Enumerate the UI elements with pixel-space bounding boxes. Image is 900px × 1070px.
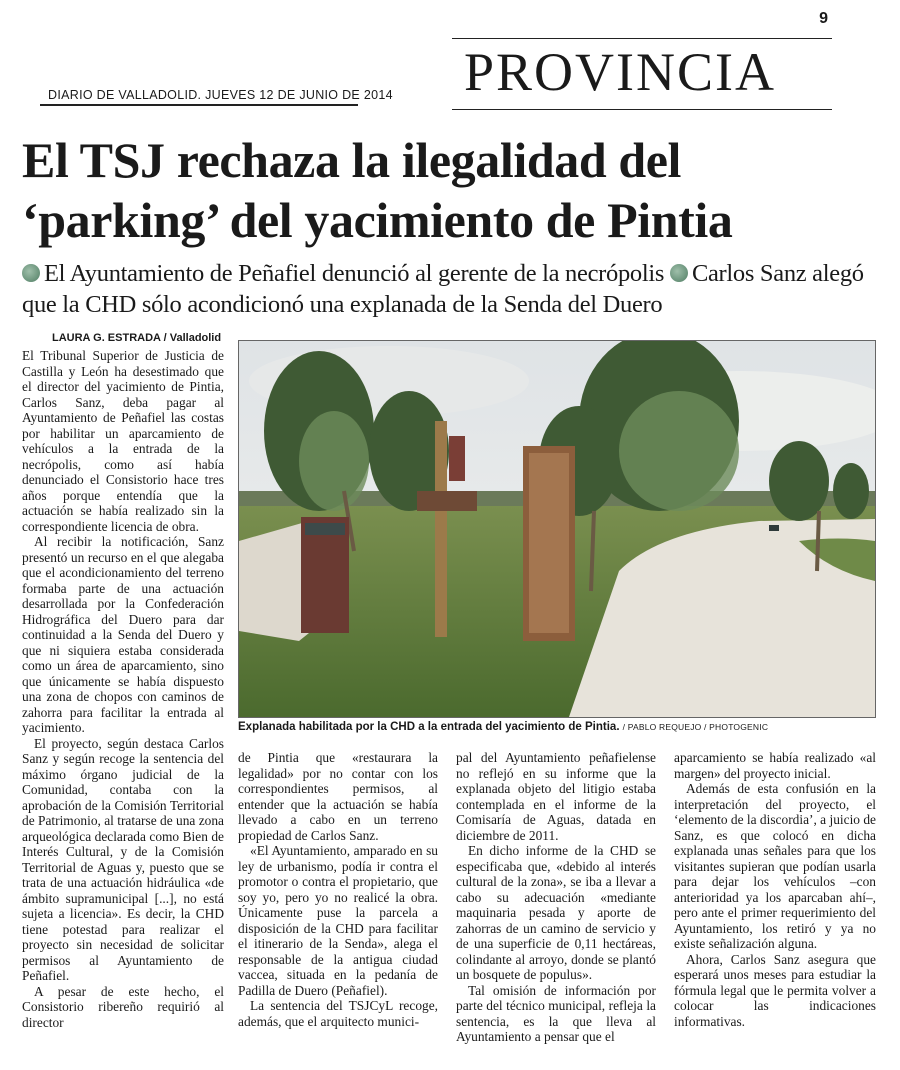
bullet-dot-icon [670,264,688,282]
article-column-1 [22,348,224,1030]
paragraph: Ahora, Carlos Sanz asegura que esperará unos meses para estudiar la fórmula legal que le permita volver a colocar las indicaciones informativas. [674,951,876,1029]
article-column-3 [456,750,656,1045]
headline [22,130,882,250]
section-title: PROVINCIA [464,42,777,102]
paragraph: Además de esta confusión en la interpretación del proyecto, el ‘elemento de la discordia’, a juicio de Sanz, es que colocó en dicha explanada unas señales para que los visitantes supieran que podían usarla para dejar los vehículos –con anterioridad ya los aparcaban ahí–, pero ante el primer requerimiento del Ayuntamiento, los retiró y ya no existe señalización alguna. [674,781,876,951]
headline-line-2: ‘parking’ del yacimiento de Pintia [22,192,733,248]
paragraph: aparcamiento se había realizado «al margen» del proyecto inicial. [674,750,876,781]
paragraph: Tal omisión de información por parte del técnico municipal, refleja la sentencia, es la que lleva al Ayuntamiento a pensar que el [456,982,656,1044]
paragraph: Al recibir la notificación, Sanz presentó un recurso en el que alegaba que el acondicionamiento del terreno formaba parte de una actuación desarrollada por la Confederación Hidrográfica del Duero para dar continuidad a la Senda del Duero y que ni siquiera estaba considerada como un área de aparcamiento, sino que únicamente se había dispuesto una zona de chopos con caminos de zahorra para facilitar la entrada al yacimiento. [22,534,224,735]
photo-credit: / PABLO REQUEJO / PHOTOGENIC [622,722,769,732]
article-photo [238,340,876,718]
page-number: 9 [819,10,828,27]
dateline-rule [40,104,358,106]
paragraph: El proyecto, según destaca Carlos Sanz y según recoge la sentencia del máximo órgano judicial de la Comunidad, contaba con la aprobación de la Comisión Territorial de Patrimonio, al tratarse de una zona arqueológica declarada como Bien de Interés Cultural, y de la Comisión Territorial de Aguas y, puesto que se trata de una actuación hidráulica «de ámbito supramunicipal [...], no está sujeta a licencia». Es decir, la CHD tiene potestad para realizar el proyecto sin necesidad de solicitar permisos al Ayuntamiento de Peñafiel. [22,735,224,983]
paragraph: de Pintia que «restaurara la legalidad» por no contar con los correspondientes permisos, al entender que la actuación se había llevado a cabo en un terreno propiedad de Carlos Sanz. [238,750,438,843]
paragraph: «El Ayuntamiento, amparado en su ley de urbanismo, podía ir contra el promotor o contra el propietario, que soy yo, pero yo no realicé la obra. Únicamente puse la parcela a disposición de la CHD para facilitar el itinerario de la Senda», alega el responsable de la antigua ciudad vaccea, situada en la pedanía de Padilla de Duero (Peñafiel). [238,843,438,998]
caption-text: Explanada habilitada por la CHD a la entrada del yacimiento de Pintia. [238,721,620,733]
paragraph: En dicho informe de la CHD se especificaba que, «debido al interés cultural de la zona», se iba a llevar a cabo su adecuación «mediante maquinaria pesada y aporte de zahorras de un camino de servicio y de una superficie de 0,11 hectáreas, colindante al arroyo, donde se plantó un bosquete de populus». [456,843,656,982]
paragraph: A pesar de este hecho, el Consistorio ribereño requirió al director [22,983,224,1030]
park-scene-image [239,341,875,717]
headline-line-1: El TSJ rechaza la ilegalidad del [22,132,682,188]
paragraph: La sentencia del TSJCyL recoge, además, que el arquitecto munici- [238,998,438,1029]
paragraph: El Tribunal Superior de Justicia de Castilla y León ha desestimado que el director del yacimiento de Pintia, Carlos Sanz, deba pagar al Ayuntamiento de Peñafiel las costas por habilitar un aparcamiento de vehículos a la entrada de la necrópolis, como así había denunciado el Consistorio hace tres años porque entendía que la actuación se había realizado sin la correspondiente licencia de obra. [22,348,224,534]
bullet-dot-icon [22,264,40,282]
subhead-part-1: El Ayuntamiento de Peñafiel denunció al gerente de la necrópolis [44,260,665,287]
dateline: DIARIO DE VALLADOLID. JUEVES 12 DE JUNIO DE 2014 [48,88,393,102]
subheadline [22,258,882,320]
article-column-4 [674,750,876,1029]
article-column-2 [238,750,438,1029]
subhead-part-2: Carlos Sanz alegó que la CHD sólo acondicionó una explanada de la Senda del Duero [22,260,864,318]
paragraph: pal del Ayuntamiento peñafielense no reflejó en su informe que la explanada objeto del litigio estaba contemplada en el informe de la Comisaría de Aguas, datada en diciembre de 2011. [456,750,656,843]
photo-caption [238,721,878,733]
byline: LAURA G. ESTRADA / Valladolid [52,332,222,344]
